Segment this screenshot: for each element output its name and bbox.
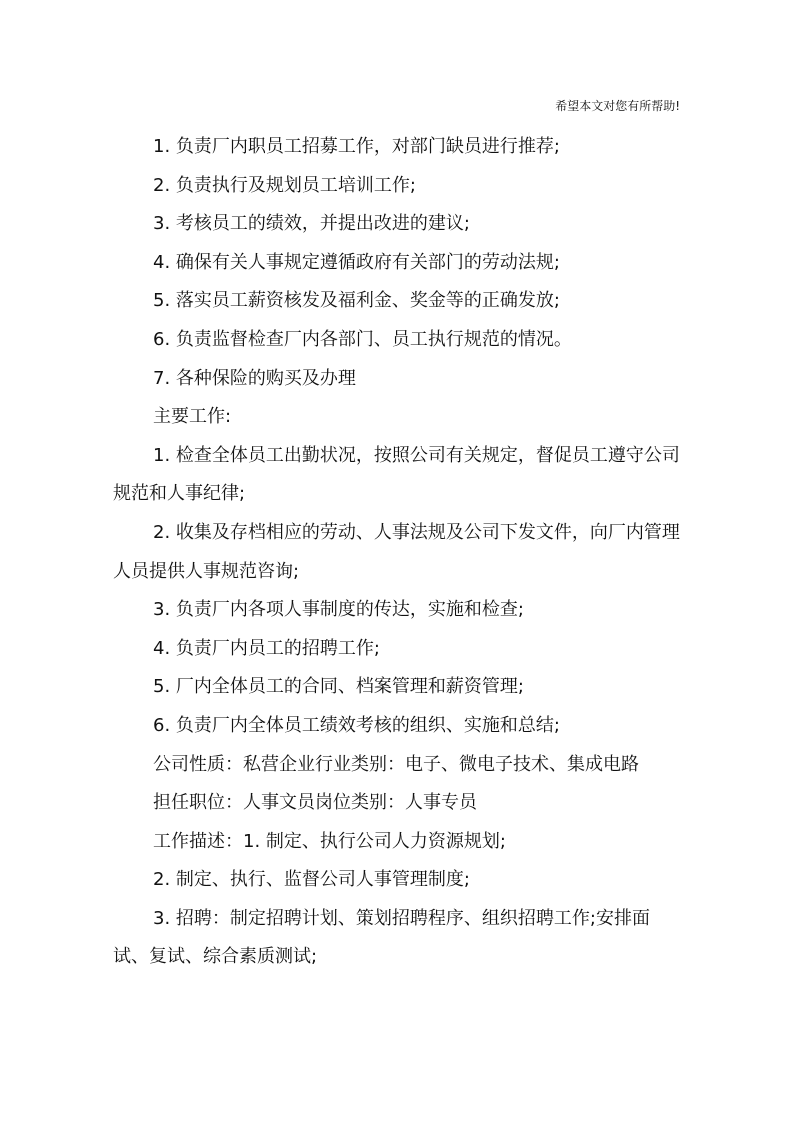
paragraph: 7. 各种保险的购买及办理 <box>153 367 356 389</box>
paragraph: 6. 负责监督检查厂内各部门、员工执行规范的情况。 <box>153 328 572 350</box>
paragraph: 公司性质：私营企业行业类别：电子、微电子技术、集成电路 <box>153 753 639 775</box>
paragraph: 5. 落实员工薪资核发及福利金、奖金等的正确发放; <box>153 290 560 312</box>
paragraph: 5. 厂内全体员工的合同、档案管理和薪资管理; <box>153 676 524 698</box>
paragraph: 2. 制定、执行、监督公司人事管理制度; <box>153 869 470 891</box>
paragraph: 2. 负责执行及规划员工培训工作; <box>153 174 416 196</box>
paragraph: 担任职位：人事文员岗位类别：人事专员 <box>153 792 477 814</box>
paragraph: 2. 收集及存档相应的劳动、人事法规及公司下发文件，向厂内管理人员提供人事规范咨询; <box>113 521 680 582</box>
header-note: 希望本文对您有所帮助! <box>555 99 680 113</box>
paragraph: 1. 负责厂内职员工招募工作，对部门缺员进行推荐; <box>153 136 560 157</box>
paragraph: 4. 负责厂内员工的招聘工作; <box>153 637 380 659</box>
paragraph: 3. 负责厂内各项人事制度的传达，实施和检查; <box>153 599 524 621</box>
paragraph: 3. 招聘：制定招聘计划、策划招聘程序、组织招聘工作;安排面试、复试、综合素质测试; <box>113 907 650 968</box>
paragraph: 3. 考核员工的绩效，并提出改进的建议; <box>153 213 470 235</box>
paragraph: 工作描述：1. 制定、执行公司人力资源规划; <box>153 830 506 852</box>
paragraph: 4. 确保有关人事规定遵循政府有关部门的劳动法规; <box>153 251 560 273</box>
paragraph: 1. 检查全体员工出勤状况，按照公司有关规定，督促员工遵守公司规范和人事纪律; <box>113 444 680 505</box>
paragraph: 6. 负责厂内全体员工绩效考核的组织、实施和总结; <box>153 714 560 736</box>
document-body <box>113 128 685 977</box>
section-heading: 主要工作: <box>153 406 232 428</box>
